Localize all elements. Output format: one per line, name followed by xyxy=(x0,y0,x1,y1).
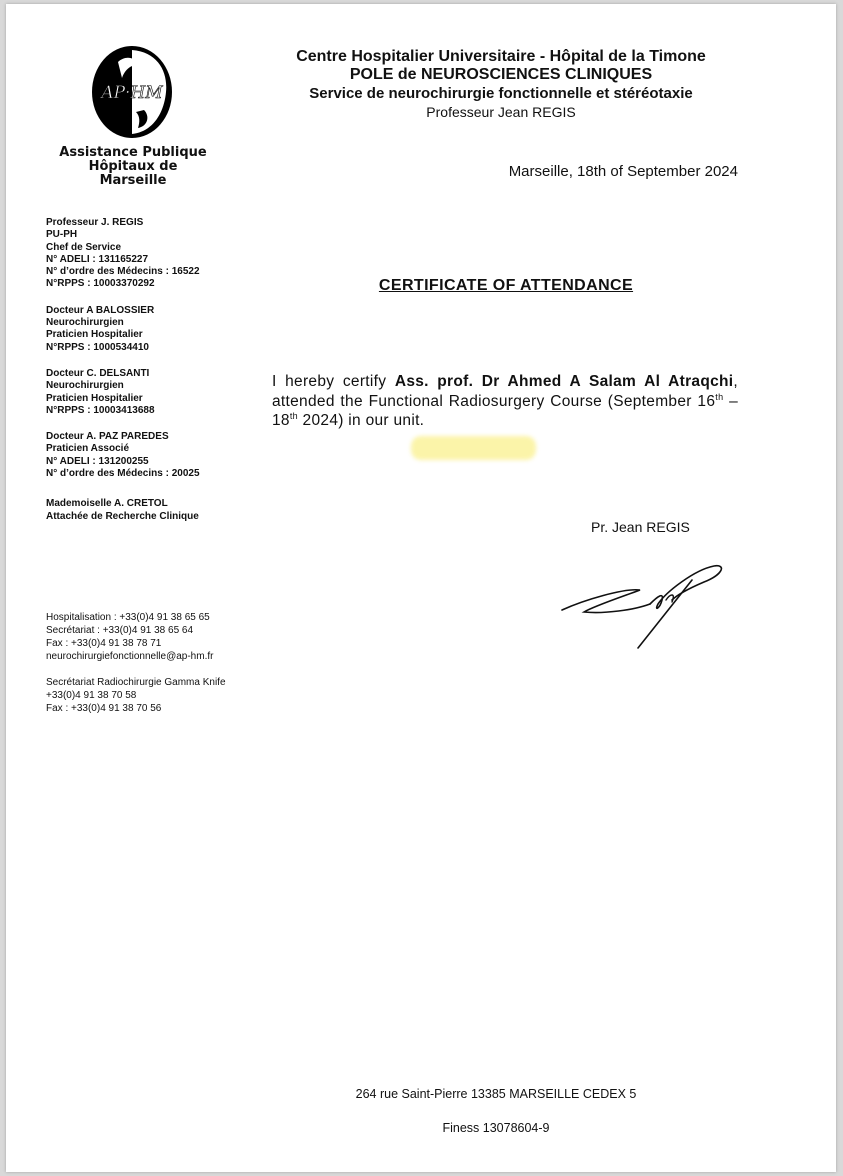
staff-name: Docteur A. PAZ PAREDES xyxy=(46,431,169,443)
contact-line: Hospitalisation : +33(0)4 91 38 65 65 xyxy=(46,612,210,623)
footer-finess: Finess 13078604-9 xyxy=(442,1121,550,1135)
highlighter-mark xyxy=(411,436,536,460)
staff-entry xyxy=(46,305,266,354)
contact-line: Secrétariat Radiochirurgie Gamma Knife xyxy=(46,677,226,688)
staff-name: Professeur J. REGIS xyxy=(46,217,144,228)
letterhead xyxy=(206,48,796,121)
staff-detail: Neurochirurgien xyxy=(46,317,124,329)
certificate-body: I hereby certify Ass. prof. Dr Ahmed A Salam Al Atraqchi, attended the Functional Radiosurgery Course (September 16th – 18th 2024) in our unit. xyxy=(272,373,739,429)
staff-detail: Praticien Hospitalier xyxy=(46,392,143,404)
staff-detail: N°RPPS : 10003370292 xyxy=(46,278,155,290)
contact-line: neurochirurgiefonctionnelle@ap-hm.fr xyxy=(46,651,214,662)
signer-name: Pr. Jean REGIS xyxy=(591,519,690,535)
footer-address: 264 rue Saint-Pierre 13385 MARSEILLE CEDEX 5 xyxy=(355,1087,637,1101)
svg-text:AP·HM: AP·HM xyxy=(101,83,163,103)
staff-detail: Attachée de Recherche Clinique xyxy=(46,510,199,522)
staff-detail: Chef de Service xyxy=(46,241,122,253)
staff-entry xyxy=(46,368,266,417)
staff-detail: Praticien Hospitalier xyxy=(46,329,143,341)
aphm-logo xyxy=(58,42,208,188)
attendee-name: Ass. prof. Dr Ahmed A Salam Al Atraqchi xyxy=(394,373,734,390)
service-name: Service de neurochirurgie fonctionnelle et stéréotaxie xyxy=(309,85,693,102)
contact-line: +33(0)4 91 38 70 58 xyxy=(46,690,137,701)
staff-name: Mademoiselle A. CRETOL xyxy=(46,498,168,510)
staff-detail: N°RPPS : 1000534410 xyxy=(46,341,149,353)
aphm-logo-text: Assistance Publique Hôpitaux de Marseille xyxy=(59,145,207,188)
staff-detail: N° ADELI : 131165227 xyxy=(46,253,149,265)
hospital-name: Centre Hospitalier Universitaire - Hôpital de la Timone xyxy=(296,48,706,65)
aphm-emblem-icon xyxy=(88,42,176,142)
contact-group-gamma-knife xyxy=(46,676,286,715)
staff-entry xyxy=(46,498,266,523)
staff-detail: N° ADELI : 131200255 xyxy=(46,455,149,467)
contact-group-service xyxy=(46,611,286,663)
document-page xyxy=(6,4,836,1172)
staff-entry xyxy=(46,431,266,480)
staff-list xyxy=(46,217,266,537)
staff-detail: N°RPPS : 10003413688 xyxy=(46,404,155,416)
staff-detail: N° d’ordre des Médecins : 20025 xyxy=(46,468,200,480)
contact-line: Secrétariat : +33(0)4 91 38 65 64 xyxy=(46,625,194,636)
contact-info xyxy=(46,611,286,728)
staff-entry xyxy=(46,217,266,291)
pole-name: POLE de NEUROSCIENCES CLINIQUES xyxy=(349,66,653,83)
contact-line: Fax : +33(0)4 91 38 78 71 xyxy=(46,638,162,649)
staff-detail: N° d’ordre des Médecins : 16522 xyxy=(46,266,200,278)
handwritten-signature xyxy=(554,552,729,652)
staff-detail: Neurochirurgien xyxy=(46,380,124,392)
professor-name: Professeur Jean REGIS xyxy=(426,104,576,120)
certificate-title: CERTIFICATE OF ATTENDANCE xyxy=(378,277,634,294)
staff-detail: PU-PH xyxy=(46,229,78,241)
staff-name: Docteur C. DELSANTI xyxy=(46,367,150,379)
staff-detail: Praticien Associé xyxy=(46,443,130,455)
staff-name: Docteur A BALOSSIER xyxy=(46,304,155,316)
letter-date: Marseille, 18th of September 2024 xyxy=(508,163,738,180)
contact-line: Fax : +33(0)4 91 38 70 56 xyxy=(46,703,162,714)
